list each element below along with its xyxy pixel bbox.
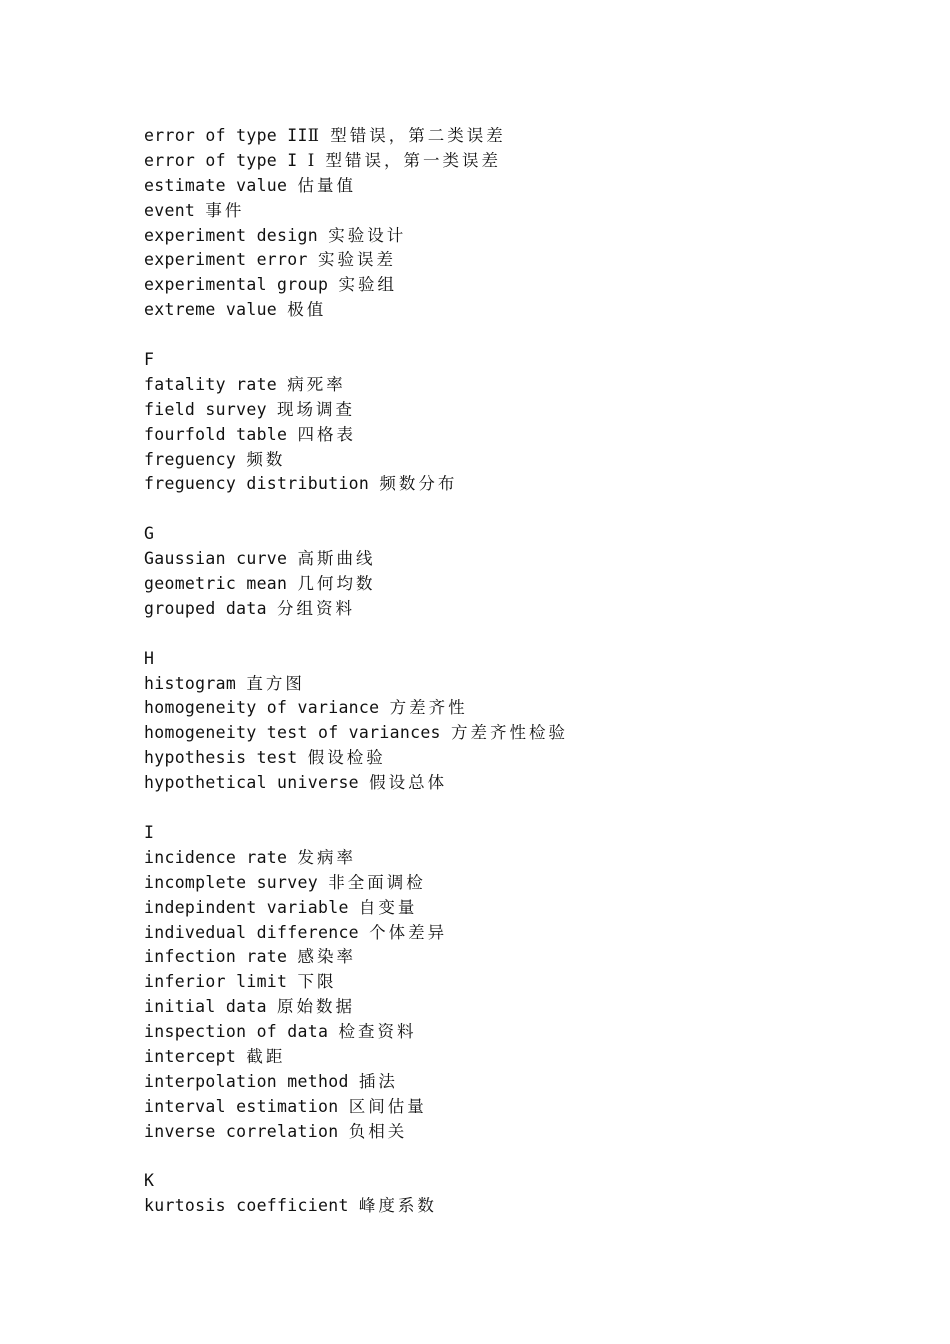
term-en: interpolation method	[144, 1071, 349, 1091]
glossary-entry	[144, 1194, 904, 1219]
glossary-entry	[144, 423, 904, 448]
term-zh: 感染率	[297, 947, 357, 967]
term-en: initial data	[144, 997, 267, 1017]
glossary-entry	[144, 149, 904, 174]
glossary-entry	[144, 248, 904, 273]
term-zh: 频数	[246, 449, 286, 469]
term-en: inspection of data	[144, 1022, 329, 1042]
term-zh: 实验组	[338, 275, 397, 295]
glossary-entry	[144, 672, 904, 697]
term-zh: 现场调查	[277, 399, 356, 419]
term-zh: 发病率	[297, 847, 357, 867]
term-en: interval estimation	[144, 1096, 339, 1116]
glossary-entry	[144, 995, 904, 1020]
term-zh: 极值	[287, 300, 327, 320]
term-en: geometric mean	[144, 574, 288, 594]
term-en: extreme value	[144, 300, 278, 320]
term-en: histogram	[144, 673, 237, 693]
term-en: kurtosis coefficient	[144, 1196, 349, 1216]
section-spacer	[144, 497, 904, 522]
term-zh: 非全面调检	[328, 872, 426, 892]
term-zh: 分组资料	[277, 598, 356, 618]
term-zh: 检查资料	[338, 1022, 417, 1042]
term-zh: 个体差异	[369, 922, 448, 942]
term-en: field survey	[144, 399, 267, 419]
term-en: homogeneity test of variances	[144, 723, 441, 743]
glossary-entry	[144, 448, 904, 473]
term-zh: 几何均数	[297, 574, 376, 594]
term-zh: 假设检验	[307, 748, 386, 768]
term-zh: 方差齐性检验	[451, 723, 569, 743]
term-en: intercept	[144, 1046, 237, 1066]
glossary-section-i	[144, 821, 904, 1145]
term-zh: 实验误差	[317, 250, 396, 270]
glossary-section-e	[144, 124, 904, 323]
term-zh: 原始数据	[277, 997, 356, 1017]
section-spacer	[144, 1145, 904, 1170]
glossary-section-g	[144, 522, 904, 622]
glossary-section-f	[144, 348, 904, 497]
glossary-entry	[144, 199, 904, 224]
glossary-entry	[144, 970, 904, 995]
term-zh: 区间估量	[348, 1096, 427, 1116]
term-zh: 负相关	[348, 1121, 408, 1141]
glossary-entry	[144, 771, 904, 796]
term-en: freguency	[144, 449, 237, 469]
term-en: homogeneity of variance	[144, 698, 380, 718]
term-zh: 插法	[358, 1071, 398, 1091]
glossary-entry	[144, 298, 904, 323]
term-en: estimate value	[144, 175, 288, 195]
glossary-entry	[144, 945, 904, 970]
glossary-entry	[144, 721, 904, 746]
section-spacer	[144, 796, 904, 821]
term-en: Gaussian curve	[144, 549, 288, 569]
section-letter: F	[144, 350, 155, 370]
glossary-entry	[144, 846, 904, 871]
term-en: error of type II	[144, 126, 308, 145]
glossary-entry	[144, 273, 904, 298]
term-zh: 事件	[205, 200, 245, 220]
term-zh: 病死率	[287, 374, 346, 394]
term-en: event	[144, 200, 196, 220]
glossary-entry	[144, 398, 904, 423]
glossary-entry	[144, 373, 904, 398]
term-zh: 峰度系数	[358, 1196, 437, 1216]
term-zh: 四格表	[297, 424, 357, 444]
term-en: fatality rate	[144, 374, 278, 394]
glossary-entry	[144, 1120, 904, 1145]
section-spacer	[144, 622, 904, 647]
glossary-entry	[144, 572, 904, 597]
section-letter: I	[144, 822, 155, 842]
term-zh: Ⅰ 型错误，第一类误差	[307, 150, 502, 170]
term-en: hypothesis test	[144, 748, 298, 768]
glossary-entry	[144, 547, 904, 572]
glossary-entry	[144, 746, 904, 771]
glossary-entry	[144, 1020, 904, 1045]
term-en: incidence rate	[144, 847, 288, 867]
term-zh: 假设总体	[369, 773, 448, 793]
term-en: indepindent variable	[144, 897, 349, 917]
glossary-entry	[144, 124, 904, 149]
glossary-entry	[144, 597, 904, 622]
glossary-entry	[144, 896, 904, 921]
term-en: error of type I	[144, 150, 298, 170]
term-en: inverse correlation	[144, 1121, 339, 1141]
glossary-entry	[144, 871, 904, 896]
glossary-section-k	[144, 1169, 904, 1219]
glossary-section-h	[144, 647, 904, 796]
glossary-entry	[144, 1070, 904, 1095]
glossary-page	[144, 124, 904, 1219]
section-letter: H	[144, 648, 155, 668]
section-letter: K	[144, 1171, 155, 1191]
glossary-entry	[144, 1095, 904, 1120]
term-zh: 截距	[246, 1046, 286, 1066]
term-zh: 高斯曲线	[297, 549, 376, 569]
term-en: fourfold table	[144, 424, 288, 444]
term-en: indivedual difference	[144, 922, 359, 942]
term-zh: 频数分布	[379, 474, 458, 494]
glossary-entry	[144, 1045, 904, 1070]
section-spacer	[144, 323, 904, 348]
term-zh: 方差齐性	[389, 698, 468, 718]
term-zh: 下限	[297, 972, 337, 992]
term-en: inferior limit	[144, 972, 288, 992]
term-en: infection rate	[144, 947, 288, 967]
term-zh: 直方图	[246, 673, 305, 693]
term-zh: Ⅱ 型错误，第二类误差	[307, 126, 506, 145]
glossary-entry	[144, 472, 904, 497]
term-en: incomplete survey	[144, 872, 318, 892]
term-en: freguency distribution	[144, 474, 370, 494]
glossary-entry	[144, 224, 904, 249]
glossary-entry	[144, 921, 904, 946]
term-en: hypothetical universe	[144, 773, 359, 793]
glossary-entry	[144, 174, 904, 199]
term-zh: 自变量	[358, 897, 418, 917]
section-letter: G	[144, 524, 155, 544]
term-en: experiment error	[144, 250, 308, 270]
term-zh: 估量值	[297, 175, 357, 195]
term-en: grouped data	[144, 598, 267, 618]
term-zh: 实验设计	[328, 225, 407, 245]
term-en: experiment design	[144, 225, 318, 245]
term-en: experimental group	[144, 275, 329, 295]
glossary-entry	[144, 696, 904, 721]
